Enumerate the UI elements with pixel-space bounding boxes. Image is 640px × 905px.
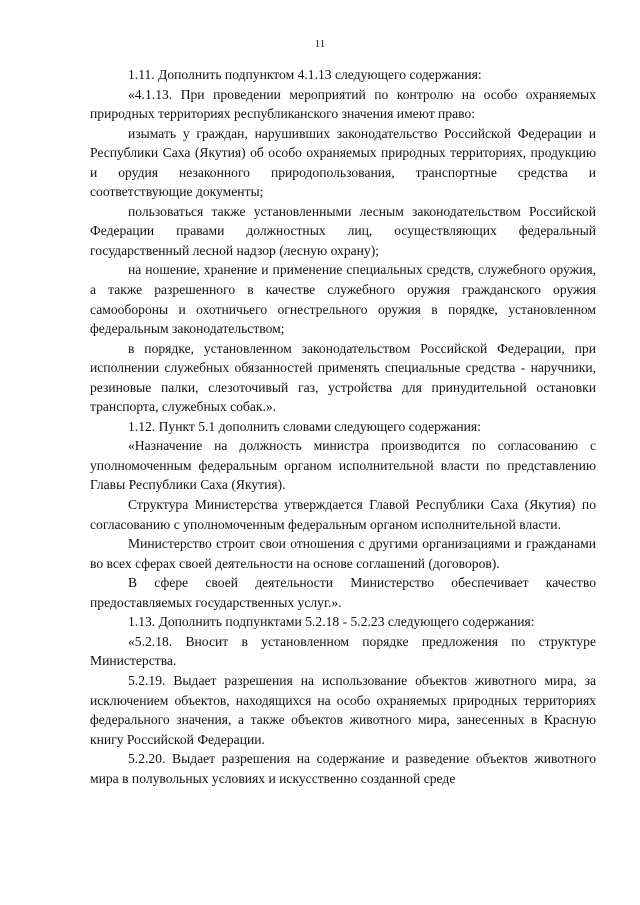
paragraph-seize-right: изымать у граждан, нарушивших законодательство Российской Федерации и Республики Саха (Якутия) об особо охраняемых природных территориях, продукцию и орудия незаконного природопользования, транспортные средства и соответствующие документы; bbox=[90, 125, 596, 200]
paragraph-5-2-20: 5.2.20. Выдает разрешения на содержание и разведение объектов животного мира в полувольных условиях и искусственно созданной среде bbox=[90, 751, 596, 786]
document-body bbox=[90, 65, 596, 788]
paragraph-services-quality: В сфере своей деятельности Министерство обеспечивает качество предоставляемых государственных услуг.». bbox=[90, 575, 596, 610]
paragraph-special-means: в порядке, установленном законодательством Российской Федерации, при исполнении служебных обязанностей применять специальные средства - наручники, резиновые палки, слезоточивый газ, устройства для принудительной остановки транспорта, служебных собак.». bbox=[90, 340, 596, 415]
paragraph-4-1-13-intro: «4.1.13. При проведении мероприятий по контролю на особо охраняемых природных территориях республиканского значения имеют право: bbox=[90, 86, 596, 122]
paragraph-5-2-19: 5.2.19. Выдает разрешения на использование объектов животного мира, за исключением объектов, находящихся на особо охраняемых природных территориях федерального значения, а также объектов животного мира, занесенных в Красную книгу Российской Федерации. bbox=[90, 672, 596, 747]
paragraph-1-13: 1.13. Дополнить подпунктами 5.2.18 - 5.2.23 следующего содержания: bbox=[128, 614, 535, 630]
paragraph-weapons-right: на ношение, хранение и применение специальных средств, служебного оружия, а также разрешенного в качестве служебного оружия гражданского оружия самообороны и охотничьего огнестрельного оружия в порядке, установленном федеральным законодательством; bbox=[90, 262, 596, 337]
paragraph-ministry-structure: Структура Министерства утверждается Главой Республики Саха (Якутия) по согласованию с уполномоченным федеральным органом исполнительной власти. bbox=[90, 497, 596, 532]
paragraph-5-2-18: «5.2.18. Вносит в установленном порядке предложения по структуре Министерства. bbox=[90, 633, 596, 669]
paragraph-minister-appointment: «Назначение на должность министра производится по согласованию с уполномоченным федеральным органом исполнительной власти по представлению Главы Республики Саха (Якутия). bbox=[90, 438, 596, 493]
paragraph-ministry-relations: Министерство строит свои отношения с другими организациями и гражданами во всех сферах своей деятельности на основе соглашений (договоров). bbox=[90, 536, 596, 571]
paragraph-forest-rights: пользоваться также установленными лесным законодательством Российской Федерации правами должностных лиц, осуществляющих федеральный государственный лесной надзор (лесную охрану); bbox=[90, 203, 596, 258]
paragraph-1-12: 1.12. Пункт 5.1 дополнить словами следующего содержания: bbox=[128, 418, 481, 434]
page-number: 11 bbox=[314, 38, 326, 50]
paragraph-1-11: 1.11. Дополнить подпунктом 4.1.13 следующего содержания: bbox=[128, 67, 482, 82]
